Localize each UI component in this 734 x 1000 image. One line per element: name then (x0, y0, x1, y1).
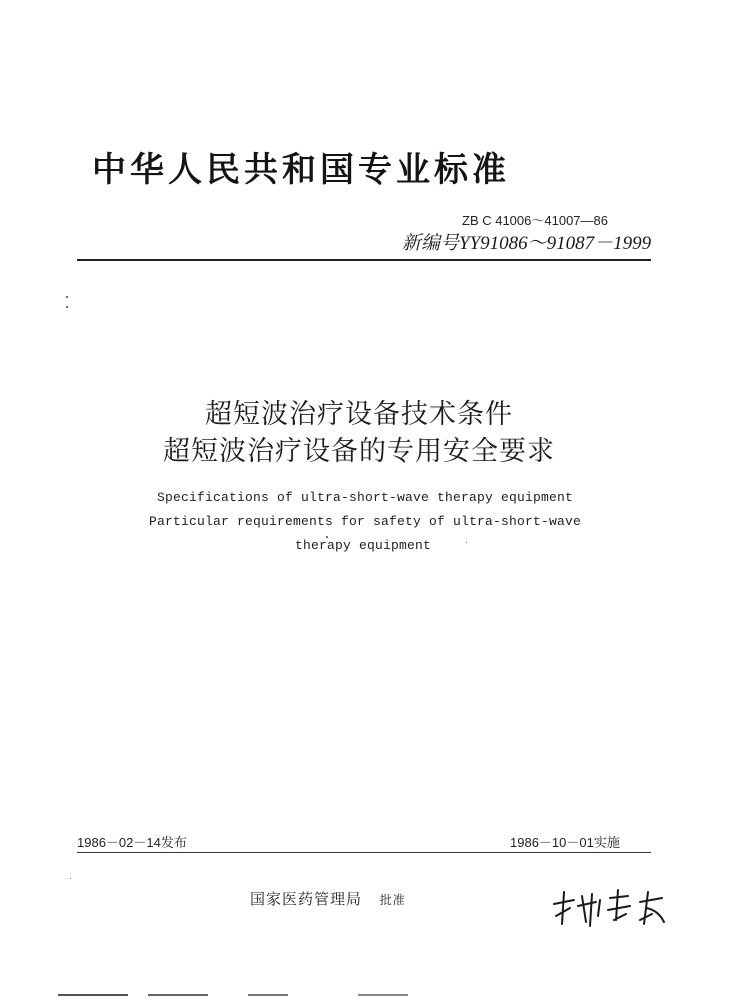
approve-label: 批准 (379, 893, 406, 907)
scan-speck (70, 878, 71, 879)
title-english-line-2: Particular requirements for safety of ultra-short-wave (148, 514, 582, 529)
issue-date: 1986－02－14发布 (77, 835, 187, 850)
issuer-line (250, 888, 406, 909)
new-standard-number: 新编号YY91086～91087－1999 (402, 233, 652, 254)
scan-speck (66, 306, 68, 308)
title-english-line-1: Specifications of ultra-short-wave therapy equipment (156, 490, 574, 505)
scan-edge-marks (58, 994, 678, 997)
title-chinese-line-2: 超短波治疗设备的专用安全要求 (163, 436, 555, 467)
issuer-name: 国家医药管理局 (250, 890, 363, 908)
effective-date: 1986－10－01实施 (510, 835, 620, 850)
standard-number: ZB C 41006～41007—86 (462, 213, 608, 228)
handwritten-signature (548, 886, 672, 930)
standard-title: 中华人民共和国专业标准 (92, 150, 510, 190)
footer-divider (77, 852, 651, 853)
header-divider (77, 259, 651, 261)
scan-speck (66, 296, 68, 298)
title-chinese-line-1: 超短波治疗设备技术条件 (205, 399, 513, 430)
title-english-line-3: therapy equipment (294, 538, 432, 553)
